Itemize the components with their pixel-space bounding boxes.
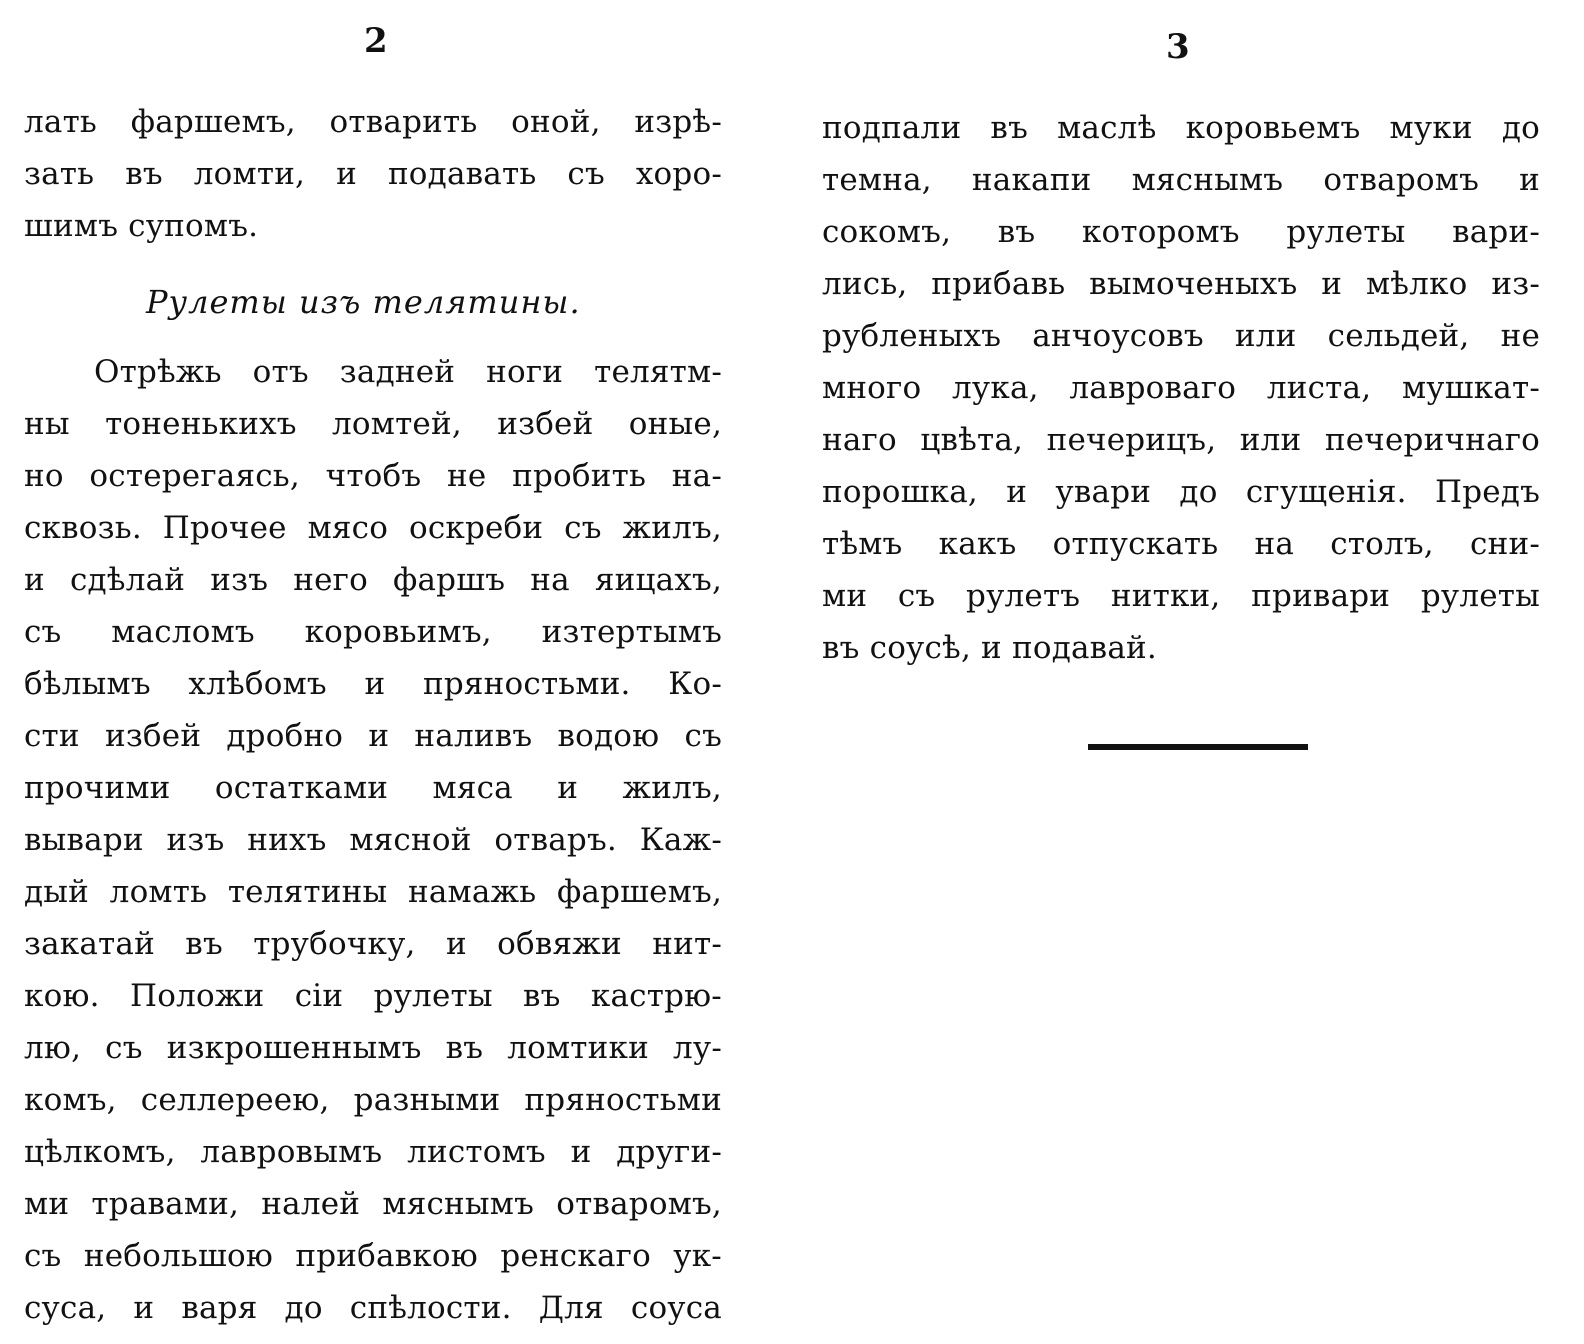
text-line: вывари изъ нихъ мясной отваръ. Каж- <box>24 822 722 858</box>
text-line: сокомъ, въ которомъ рулеты вари- <box>822 214 1540 250</box>
text-line: сти избей дробно и наливъ водою съ <box>24 718 722 754</box>
section-divider <box>1088 744 1308 750</box>
text-line: зать въ ломти, и подавать съ хоро- <box>24 156 722 192</box>
text-line: порошка, и увари до сгущенія. Предъ <box>822 474 1540 510</box>
text-line: много лука, лавроваго листа, мушкат- <box>822 370 1540 406</box>
page-number-left: 2 <box>364 21 388 61</box>
text-line: комъ, селлереею, разными пряностьми <box>24 1082 722 1118</box>
recipe-body-right <box>822 102 1540 674</box>
text-line: шимъ супомъ. <box>24 208 259 244</box>
text-line: ми съ рулетъ нитки, привари рулеты <box>822 578 1540 614</box>
text-line: рубленыхъ анчоусовъ или сельдей, не <box>822 318 1540 354</box>
text-line: цѣлкомъ, лавровымъ листомъ и други- <box>24 1134 722 1170</box>
text-line: но остерегаясь, чтобъ не пробить на- <box>24 458 722 494</box>
right-page <box>800 0 1584 1344</box>
recipe-heading: Рулеты изъ телятины. <box>146 283 581 321</box>
page-number-right: 3 <box>1166 27 1190 67</box>
text-line: лю, съ изкрошеннымъ въ ломтики лу- <box>24 1030 722 1066</box>
text-line: дый ломть телятины намажь фаршемъ, <box>24 874 722 910</box>
text-line: бѣлымъ хлѣбомъ и пряностьми. Ко- <box>24 666 722 702</box>
text-line: лать фаршемъ, отварить оной, изрѣ- <box>24 104 722 140</box>
text-line: наго цвѣта, печерицъ, или печеричнаго <box>822 422 1540 458</box>
text-line: подпали въ маслѣ коровьемъ муки до <box>822 110 1540 146</box>
left-page <box>0 0 760 1344</box>
text-line: кою. Положи сіи рулеты въ кастрю- <box>24 978 722 1014</box>
text-line: въ соусѣ, и подавай. <box>822 630 1157 666</box>
text-line: и сдѣлай изъ него фаршъ на яицахъ, <box>24 562 722 598</box>
text-line: Отрѣжь отъ задней ноги телятм- <box>94 354 722 390</box>
text-line: ми травами, налей мяснымъ отваромъ, <box>24 1186 722 1222</box>
recipe-body-left <box>24 346 722 1334</box>
text-line: ны тоненькихъ ломтей, избей оные, <box>24 406 722 442</box>
text-line: съ масломъ коровьимъ, изтертымъ <box>24 614 722 650</box>
text-line: тѣмъ какъ отпускать на столъ, сни- <box>822 526 1540 562</box>
text-line: суса, и варя до спѣлости. Для соуса <box>24 1290 722 1326</box>
intro-paragraph <box>24 96 722 252</box>
text-line: сквозь. Прочее мясо оскреби съ жилъ, <box>24 510 722 546</box>
text-line: темна, накапи мяснымъ отваромъ и <box>822 162 1540 198</box>
text-line: съ небольшою прибавкою ренскаго ук- <box>24 1238 722 1274</box>
text-line: лись, прибавь вымоченыхъ и мѣлко из- <box>822 266 1540 302</box>
text-line: прочими остатками мяса и жилъ, <box>24 770 722 806</box>
text-line: закатай въ трубочку, и обвяжи нит- <box>24 926 722 962</box>
